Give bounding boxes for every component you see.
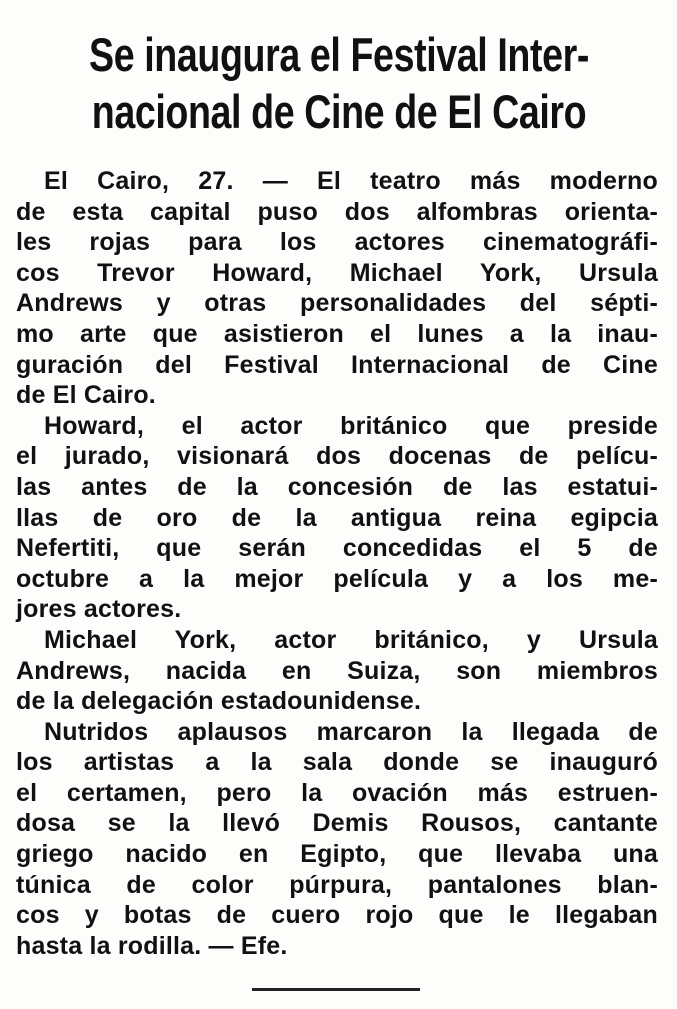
body-line: Nefertiti, que serán concedidas el 5 de — [16, 534, 658, 563]
headline-line: Se inaugura el Festival Inter- — [89, 28, 589, 81]
body-line: el jurado, visionará dos docenas de pelícu- — [16, 442, 658, 471]
body-line: El Cairo, 27. — El teatro más moderno — [44, 167, 658, 195]
body-line: de El Cairo. — [16, 381, 156, 410]
body-line: dosa se la llevó Demis Rousos, cantante — [16, 809, 658, 838]
body-line: Andrews y otras personalidades del sépti- — [16, 289, 658, 318]
body-line: Howard, el actor británico que preside — [44, 411, 658, 440]
paragraph — [16, 717, 658, 962]
body-line: de esta capital puso dos alfombras orienta- — [16, 197, 658, 226]
body-line: les rojas para los actores cinematográfi- — [16, 228, 658, 257]
body-line: mo arte que asistieron el lunes a la inau- — [16, 319, 658, 348]
headline — [82, 26, 596, 140]
body-line: Michael York, actor británico, y Ursula — [44, 625, 658, 654]
headline-line: nacional de Cine de El Cairo — [91, 85, 587, 138]
body-line: octubre a la mejor película y a los me- — [16, 564, 658, 593]
body-line: hasta la rodilla. — Efe. — [16, 931, 288, 960]
paragraph — [16, 166, 658, 411]
body-line: jores actores. — [16, 595, 182, 624]
body-line: túnica de color púrpura, pantalones blan- — [16, 870, 658, 899]
body-line: el certamen, pero la ovación más estruen- — [16, 778, 658, 807]
end-rule-divider — [252, 988, 420, 991]
body-line: guración del Festival Internacional de Cine — [16, 350, 658, 379]
paragraph — [16, 625, 658, 717]
body-line: Andrews, nacida en Suiza, son miembros — [16, 656, 658, 685]
body-line: cos Trevor Howard, Michael York, Ursula — [16, 258, 658, 287]
article-body — [16, 166, 658, 961]
body-line: cos y botas de cuero rojo que le llegaban — [16, 901, 658, 930]
body-line: las antes de la concesión de las estatui- — [16, 472, 658, 501]
body-line: llas de oro de la antigua reina egipcia — [16, 503, 658, 532]
body-line: griego nacido en Egipto, que llevaba una — [16, 840, 658, 869]
body-line: los artistas a la sala donde se inauguró — [16, 748, 658, 777]
body-line: Nutridos aplausos marcaron la llegada de — [44, 717, 658, 746]
paragraph — [16, 411, 658, 625]
body-line: de la delegación estadounidense. — [16, 687, 422, 716]
